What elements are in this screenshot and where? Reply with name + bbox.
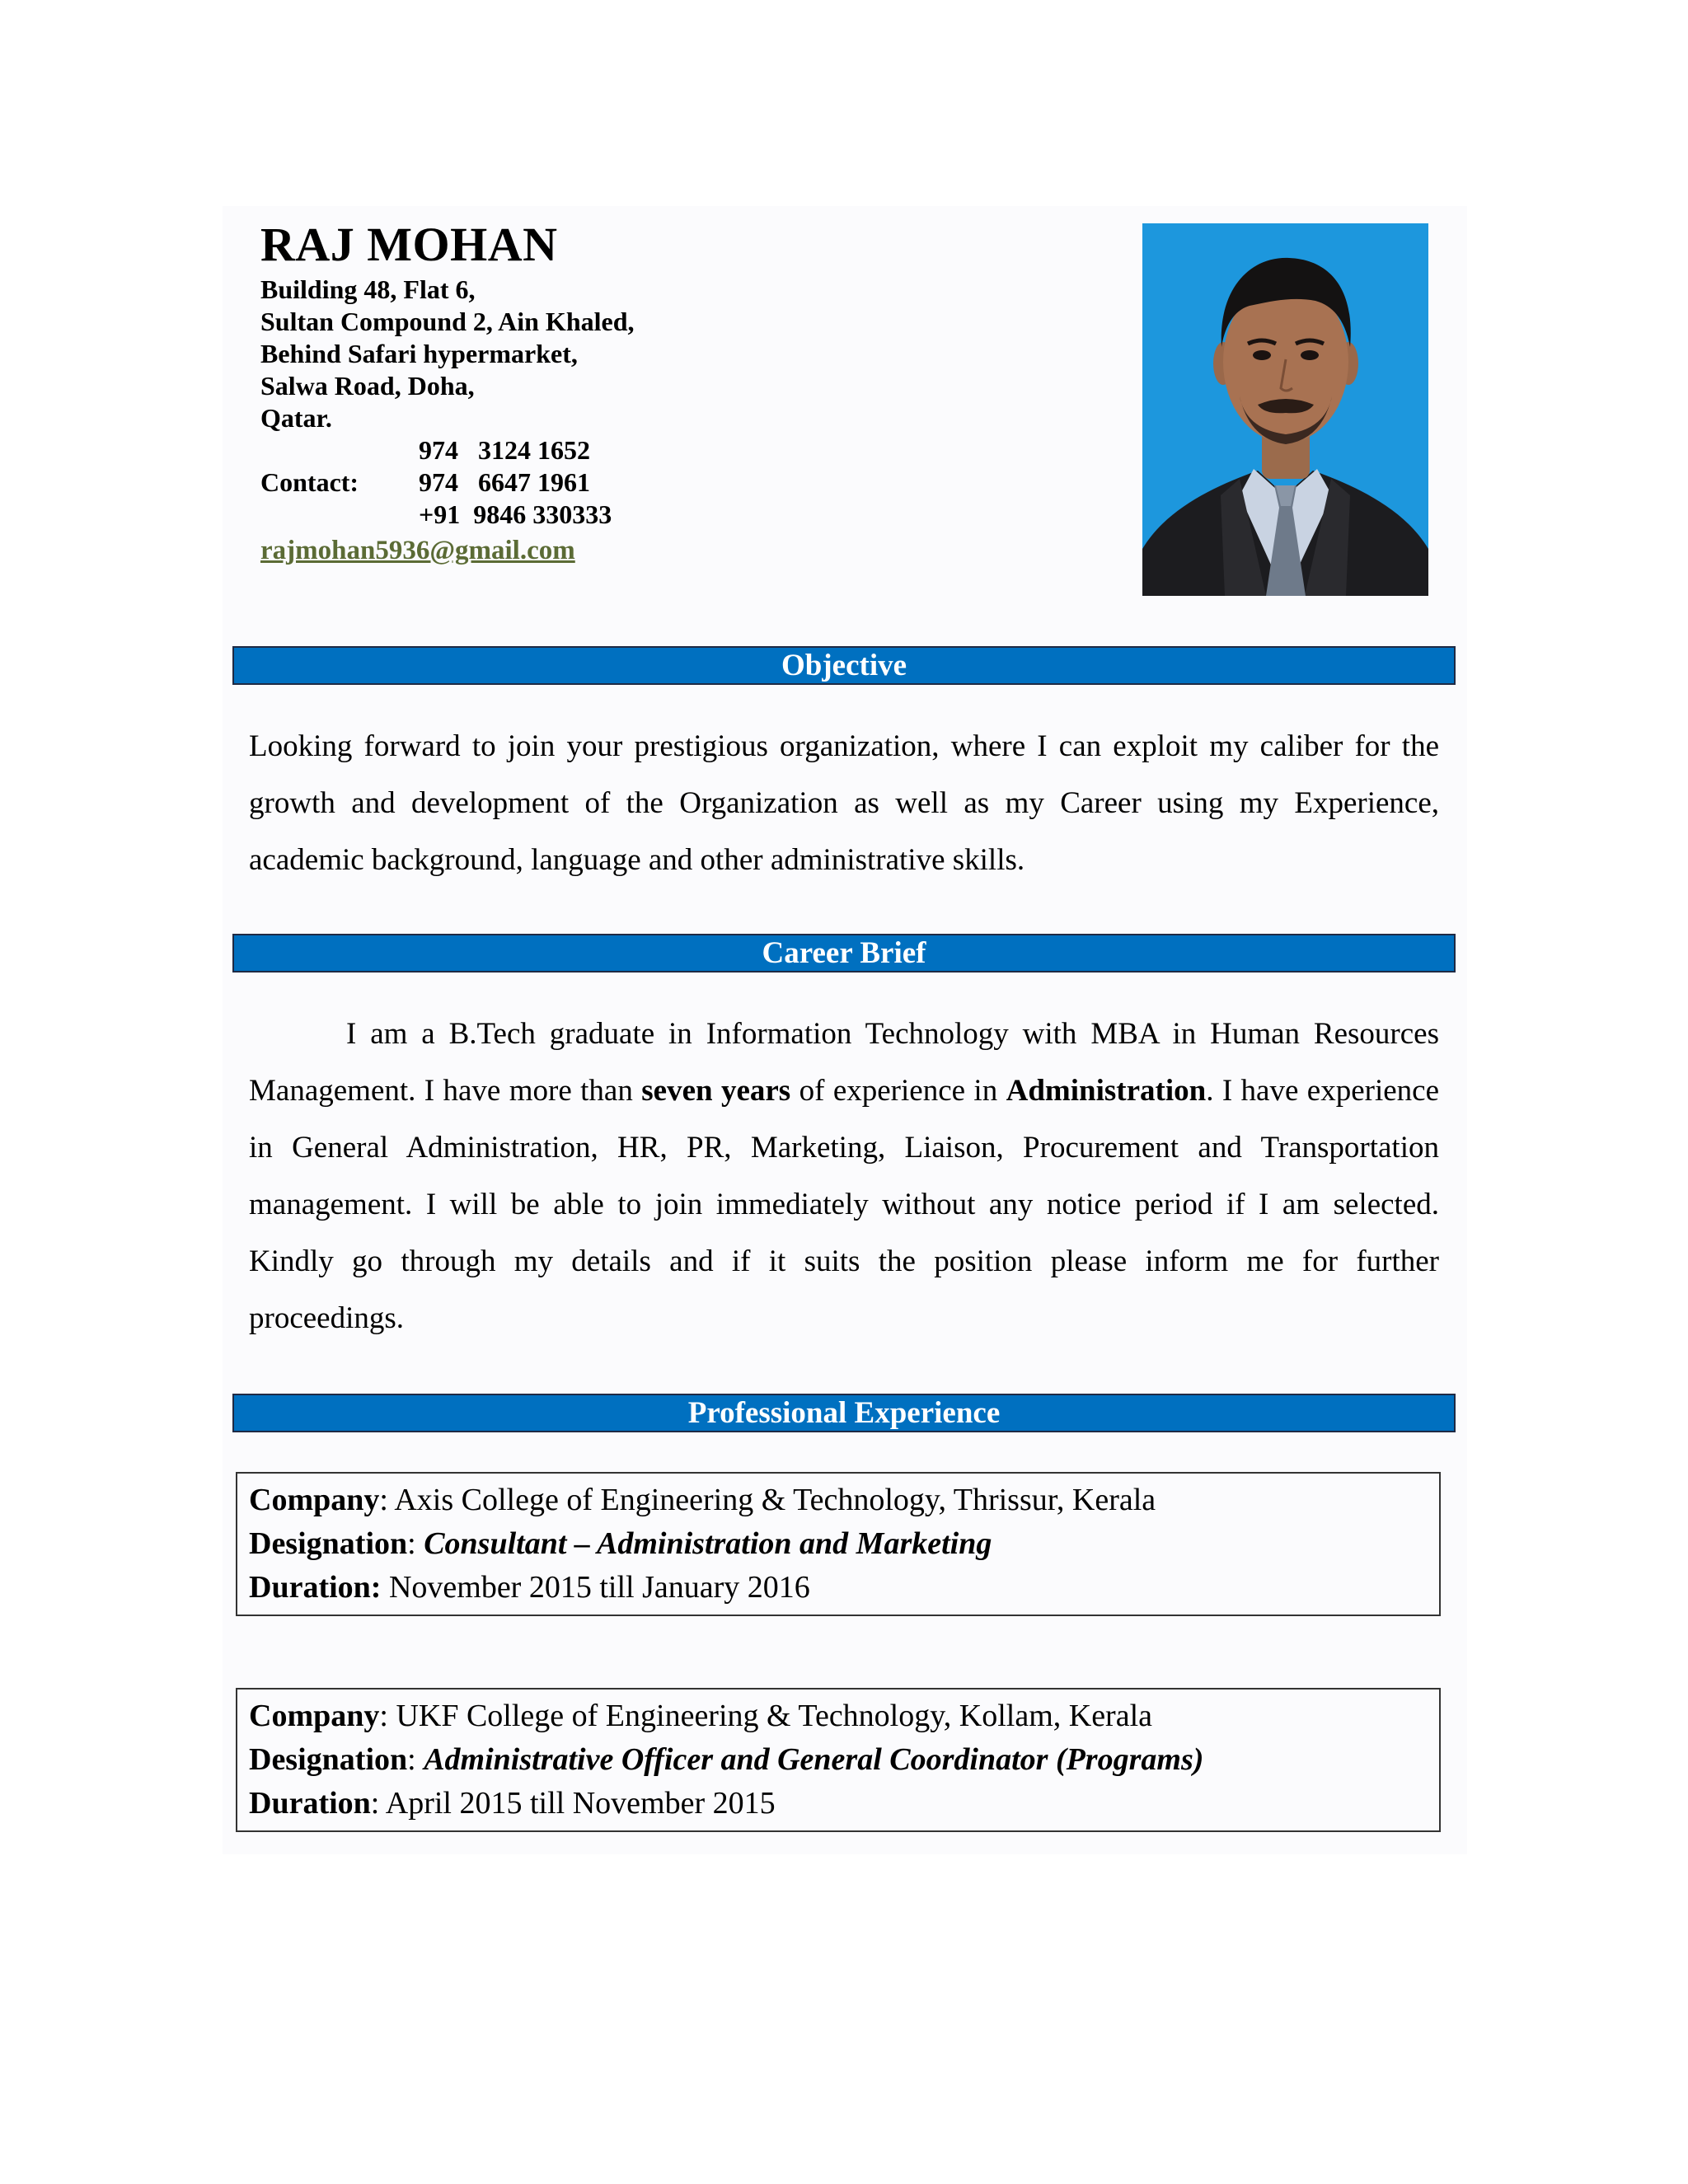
company-value: Axis College of Engineering & Technology, Thrissur, Kerala xyxy=(394,1483,1156,1517)
duration-row xyxy=(249,1566,1428,1610)
address-line: Salwa Road, Doha, xyxy=(260,371,475,401)
candidate-name: RAJ MOHAN xyxy=(260,218,558,271)
address-block xyxy=(260,274,1126,434)
career-brief-part: . I have experience in General Administration, HR, PR, Marketing, Liaison, Procurement and Transportation management. I will be able to join immediately without any notice period if I am selected. Kindly go through my details and if it suits the position please inform me for further proceedings. xyxy=(249,1074,1439,1335)
duration-row: Duration: April 2015 till November 2015 xyxy=(249,1786,776,1821)
career-brief-emphasis: Administration xyxy=(1006,1074,1207,1108)
designation-row: Designation: Consultant – Administration and Marketing xyxy=(249,1526,992,1561)
duration-label: Duration xyxy=(249,1786,371,1821)
experience-entry xyxy=(236,1472,1441,1616)
company-value: UKF College of Engineering & Technology, Kollam, Kerala xyxy=(396,1699,1153,1733)
section-header-career-brief: Career Brief xyxy=(232,934,1456,972)
contact-block xyxy=(260,434,1126,531)
career-brief-part: I am a B.Tech graduate in Information Technology with MBA in Human Resources Management. I have more than xyxy=(249,1017,1439,1108)
address-line: Sultan Compound 2, Ain Khaled, xyxy=(260,307,635,336)
designation-label: Designation xyxy=(249,1526,408,1561)
company-row: Company: Axis College of Engineering & Technology, Thrissur, Kerala xyxy=(249,1483,1156,1517)
duration-value: April 2015 till November 2015 xyxy=(385,1786,776,1821)
duration-value: November 2015 till January 2016 xyxy=(388,1570,810,1605)
company-row: Company: UKF College of Engineering & Technology, Kollam, Kerala xyxy=(249,1699,1153,1733)
company-label: Company xyxy=(249,1699,380,1733)
section-header-experience: Professional Experience xyxy=(232,1394,1456,1432)
address-line: Building 48, Flat 6, xyxy=(260,274,476,304)
objective-text: Looking forward to join your prestigious organization, where I can exploit my caliber for the growth and development of the Organization as well as my Career using my Experience, academic background, language and other administrative skills. xyxy=(249,729,1439,877)
address-line: Qatar. xyxy=(260,403,332,433)
experience-entry xyxy=(236,1688,1441,1832)
portrait-illustration xyxy=(1142,223,1428,596)
email-link[interactable]: rajmohan5936@gmail.com xyxy=(260,536,575,565)
contact-label: Contact: xyxy=(260,467,359,497)
duration-label: Duration: xyxy=(249,1570,382,1605)
phone-number: 974 3124 1652 xyxy=(419,435,590,465)
designation-value: Administrative Officer and General Coordinator (Programs) xyxy=(424,1742,1204,1777)
career-brief-emphasis: seven years xyxy=(641,1074,791,1108)
designation-label: Designation xyxy=(249,1742,408,1777)
resume-header xyxy=(260,216,1126,569)
phone-number: 974 6647 1961 xyxy=(419,467,590,497)
address-line: Behind Safari hypermarket, xyxy=(260,339,578,368)
career-brief-part: of experience in xyxy=(790,1074,1006,1108)
section-header-objective: Objective xyxy=(232,646,1456,685)
phone-number: +91 9846 330333 xyxy=(419,499,612,529)
designation-row: Designation: Administrative Officer and General Coordinator (Programs) xyxy=(249,1742,1204,1777)
career-brief-text xyxy=(249,1005,1439,1347)
profile-photo xyxy=(1142,223,1428,596)
company-label: Company xyxy=(249,1483,380,1517)
designation-value: Consultant – Administration and Marketing xyxy=(424,1526,992,1561)
